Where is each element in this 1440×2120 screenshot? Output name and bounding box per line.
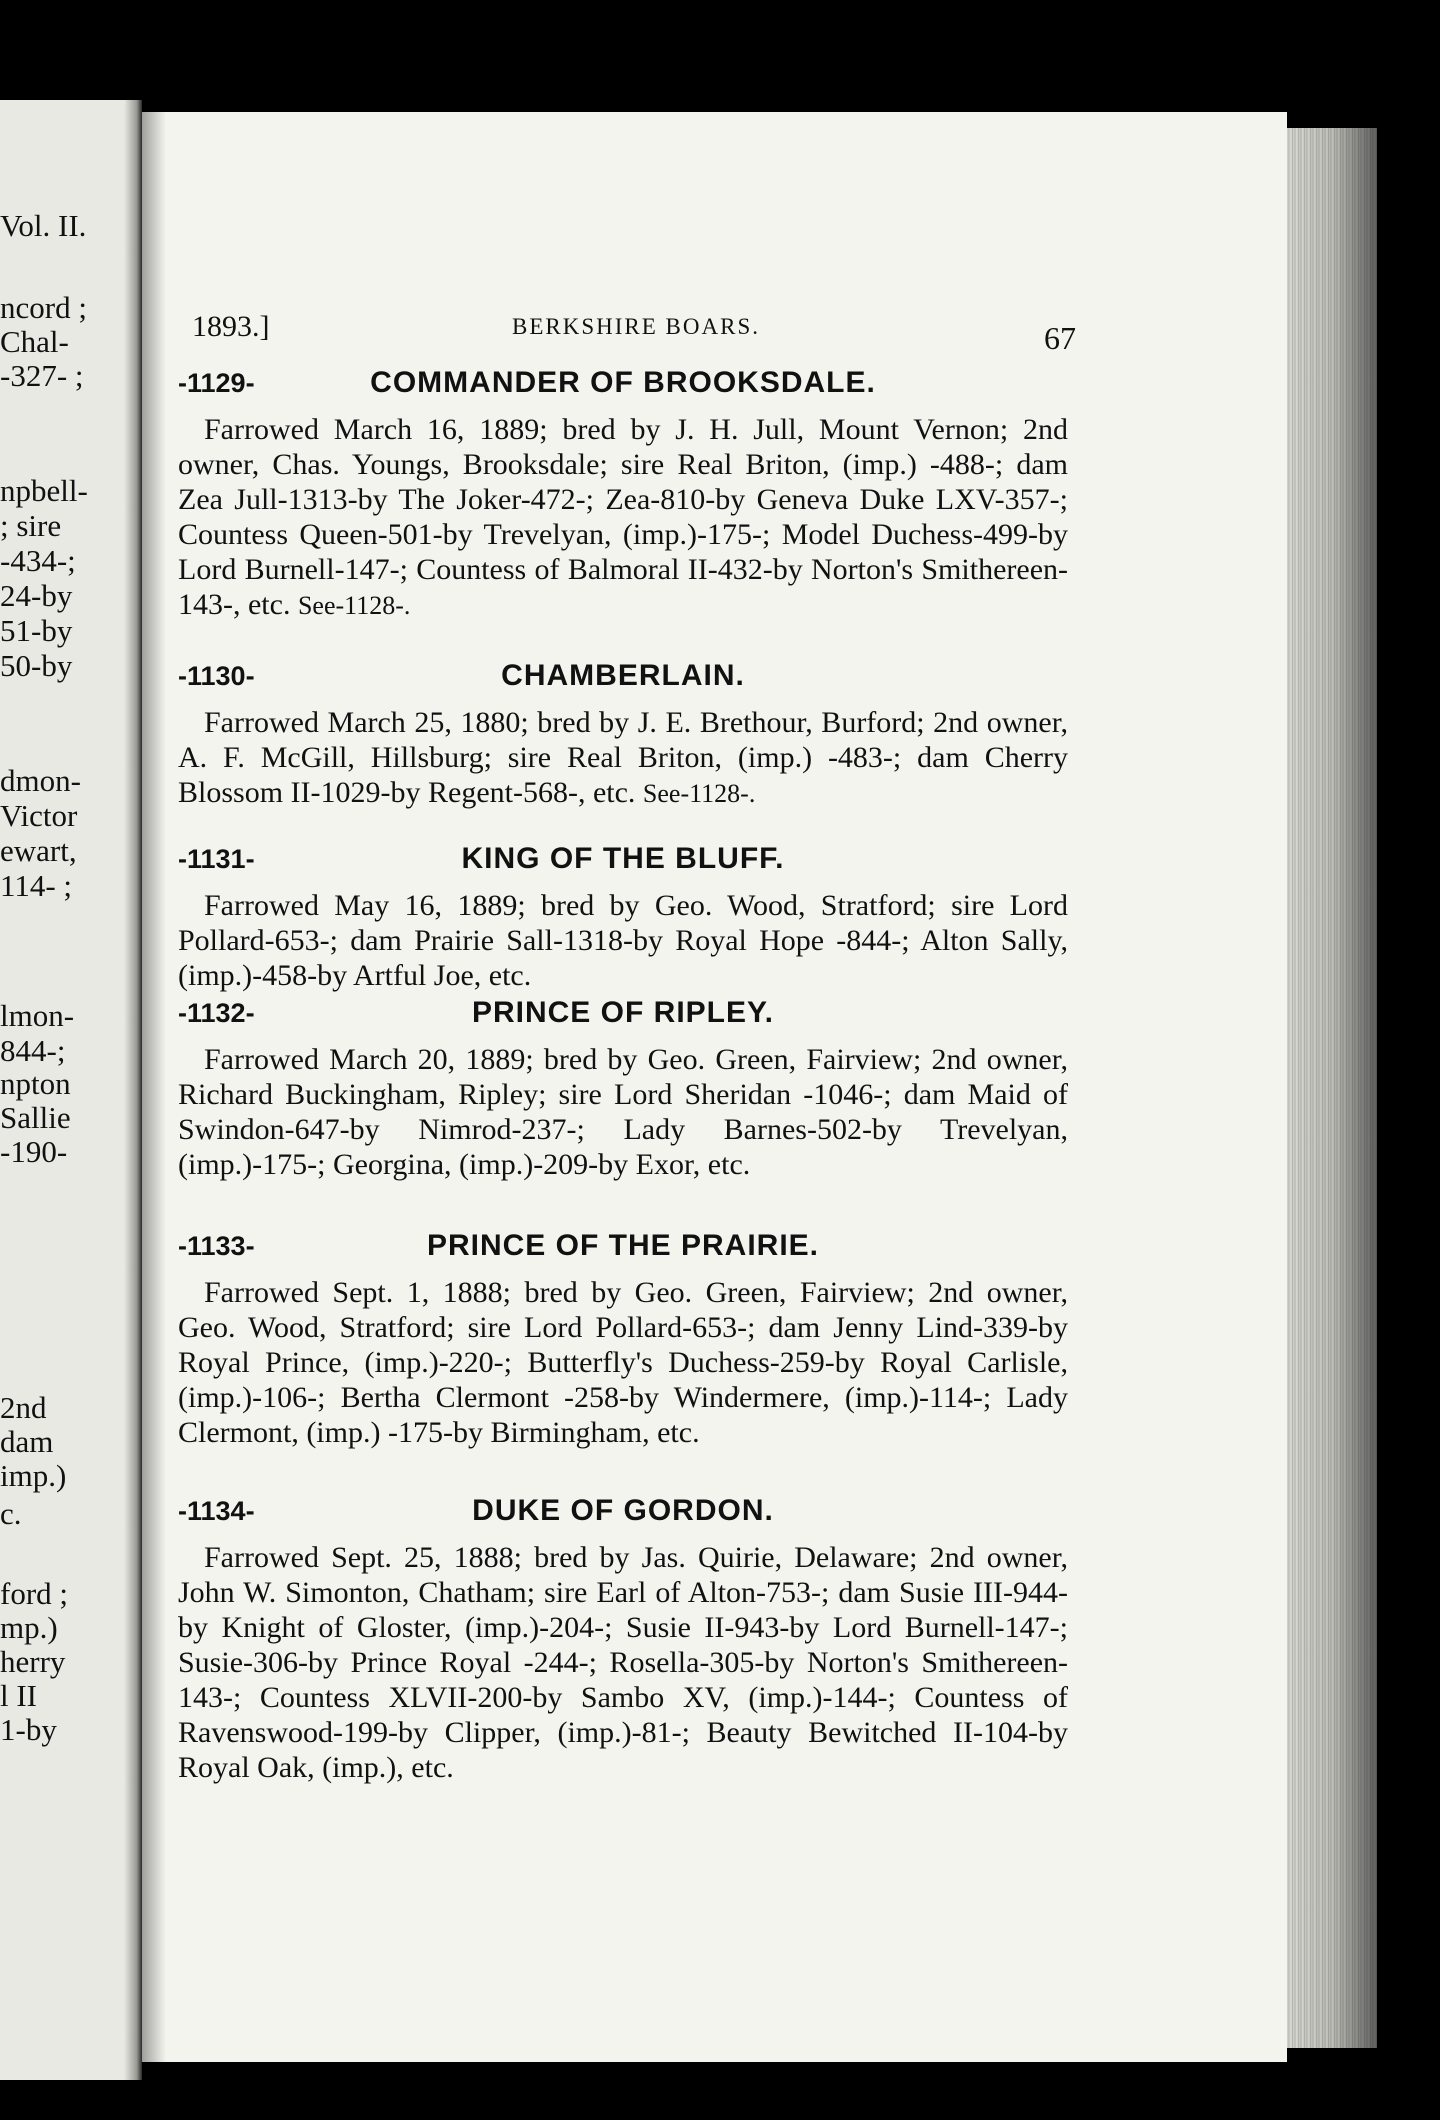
left-line: ford ;	[0, 1576, 69, 1611]
header-year: 1893.]	[192, 310, 270, 343]
entry-heading	[178, 1492, 1068, 1536]
entry-number: -1134-	[178, 1496, 255, 1526]
entry-text: Farrowed May 16, 1889; bred by Geo. Wood, Stratford; sire Lord Pollard-653-; dam Prairie Sall-1318-by Royal Hope -844-; Alton Sally, (imp.)-458-by Artful Joe, etc.	[178, 889, 1068, 992]
entry-heading	[178, 364, 1068, 408]
pedigree-entry	[178, 364, 1068, 622]
left-line: -434-;	[0, 543, 76, 578]
left-line: 50-by	[0, 648, 73, 683]
left-line: Victor	[0, 798, 78, 833]
left-line: herry	[0, 1644, 66, 1679]
entry-name: KING OF THE BLUFF.	[461, 842, 785, 875]
entry-heading	[178, 1227, 1068, 1271]
left-line: ncord ;	[0, 290, 87, 325]
left-line: mp.)	[0, 1610, 58, 1645]
left-line: dam	[0, 1424, 54, 1459]
entry-number: -1129-	[178, 368, 255, 398]
entry-text: Farrowed March 20, 1889; bred by Geo. Green, Fairview; 2nd owner, Richard Buckingham, Ripley; sire Lord Sheridan -1046-; dam Maid of Swindon-647-by Nimrod-237-; Lady Barnes-502-by Trevelyan, (imp.)-175-; Georgina, (imp.)-209-by Exor, etc.	[178, 1043, 1068, 1181]
left-line: npton	[0, 1066, 71, 1101]
left-line: imp.)	[0, 1458, 67, 1493]
spine-shadow	[142, 112, 166, 2062]
left-line: Chal-	[0, 324, 69, 359]
entry-body	[178, 412, 1068, 622]
entry-note: See-1128-.	[642, 779, 756, 808]
entry-name: PRINCE OF THE PRAIRIE.	[426, 1229, 820, 1262]
entry-name: CHAMBERLAIN.	[501, 659, 745, 692]
entry-number: -1130-	[178, 661, 255, 691]
left-line: 51-by	[0, 613, 73, 648]
left-line: l II	[0, 1678, 38, 1713]
entry-heading	[178, 994, 1068, 1038]
pedigree-entry	[178, 657, 1068, 810]
entry-name: DUKE OF GORDON.	[472, 1494, 774, 1527]
running-header	[192, 302, 1267, 356]
left-line: 24-by	[0, 578, 73, 613]
left-line: -190-	[0, 1134, 68, 1169]
left-line: 1-by	[0, 1712, 57, 1747]
entry-body	[178, 1042, 1068, 1182]
pedigree-entry	[178, 1492, 1068, 1785]
pedigree-entry	[178, 840, 1068, 993]
entry-body	[178, 1275, 1068, 1450]
left-line: 2nd	[0, 1390, 47, 1425]
left-line: c.	[0, 1496, 22, 1531]
left-page	[0, 100, 142, 2080]
left-line: Sallie	[0, 1100, 71, 1135]
left-line: -327- ;	[0, 358, 84, 393]
entry-heading	[178, 657, 1068, 701]
left-line: 844-;	[0, 1033, 66, 1068]
entry-text: Farrowed Sept. 25, 1888; bred by Jas. Quirie, Delaware; 2nd owner, John W. Simonton, Chatham; sire Earl of Alton-753-; dam Susie III-944-by Knight of Gloster, (imp.)-204-; Susie II-943-by Lord Burnell-147-; Susie-306-by Prince Royal -244-; Rosella-305-by Norton's Smithereen-143-; Countess XLVII-200-by Sambo XV, (imp.)-144-; Countess of Ravenswood-199-by Clipper, (imp.)-81-; Beauty Bewitched II-104-by Royal Oak, (imp.), etc.	[178, 1541, 1068, 1784]
left-line: lmon-	[0, 998, 75, 1033]
pedigree-entry	[178, 994, 1068, 1182]
entry-heading	[178, 840, 1068, 884]
left-line: Vol. II.	[0, 208, 87, 243]
entry-text: Farrowed Sept. 1, 1888; bred by Geo. Green, Fairview; 2nd owner, Geo. Wood, Stratford; sire Lord Pollard-653-; dam Jenny Lind-339-by Royal Prince, (imp.)-220-; Butterfly's Duchess-259-by Royal Carlisle, (imp.)-106-; Bertha Clermont -258-by Windermere, (imp.)-114-; Lady Clermont, (imp.) -175-by Birmingham, etc.	[178, 1276, 1068, 1449]
entry-note: See-1128-.	[297, 591, 411, 620]
header-title: BERKSHIRE BOARS.	[512, 314, 760, 339]
entry-body	[178, 705, 1068, 810]
left-page-gutter	[124, 100, 142, 2080]
left-line: ewart,	[0, 833, 77, 868]
left-line: 114- ;	[0, 868, 73, 903]
left-line: dmon-	[0, 763, 81, 798]
page-number: 67	[1044, 320, 1076, 356]
entry-number: -1133-	[178, 1231, 255, 1261]
left-line: ; sire	[0, 508, 62, 543]
right-page	[142, 112, 1287, 2062]
entry-number: -1132-	[178, 998, 255, 1028]
entry-text: Farrowed March 16, 1889; bred by J. H. Jull, Mount Vernon; 2nd owner, Chas. Youngs, Brooksdale; sire Real Briton, (imp.) -488-; dam Zea Jull-1313-by The Joker-472-; Zea-810-by Geneva Duke LXV-357-; Countess Queen-501-by Trevelyan, (imp.)-175-; Model Duchess-499-by Lord Burnell-147-; Countess of Balmoral II-432-by Norton's Smithereen-143-, etc.	[178, 413, 1068, 621]
entry-body	[178, 1540, 1068, 1785]
pedigree-entry	[178, 1227, 1068, 1450]
entry-body	[178, 888, 1068, 993]
entry-number: -1131-	[178, 844, 255, 874]
entry-name: COMMANDER OF BROOKSDALE.	[370, 366, 876, 399]
entry-text: Farrowed March 25, 1880; bred by J. E. Brethour, Burford; 2nd owner, A. F. McGill, Hillsburg; sire Real Briton, (imp.) -483-; dam Cherry Blossom II-1029-by Regent-568-, etc.	[178, 706, 1068, 809]
entry-name: PRINCE OF RIPLEY.	[471, 996, 775, 1029]
page-edges	[1287, 128, 1377, 2048]
left-line: npbell-	[0, 473, 88, 508]
